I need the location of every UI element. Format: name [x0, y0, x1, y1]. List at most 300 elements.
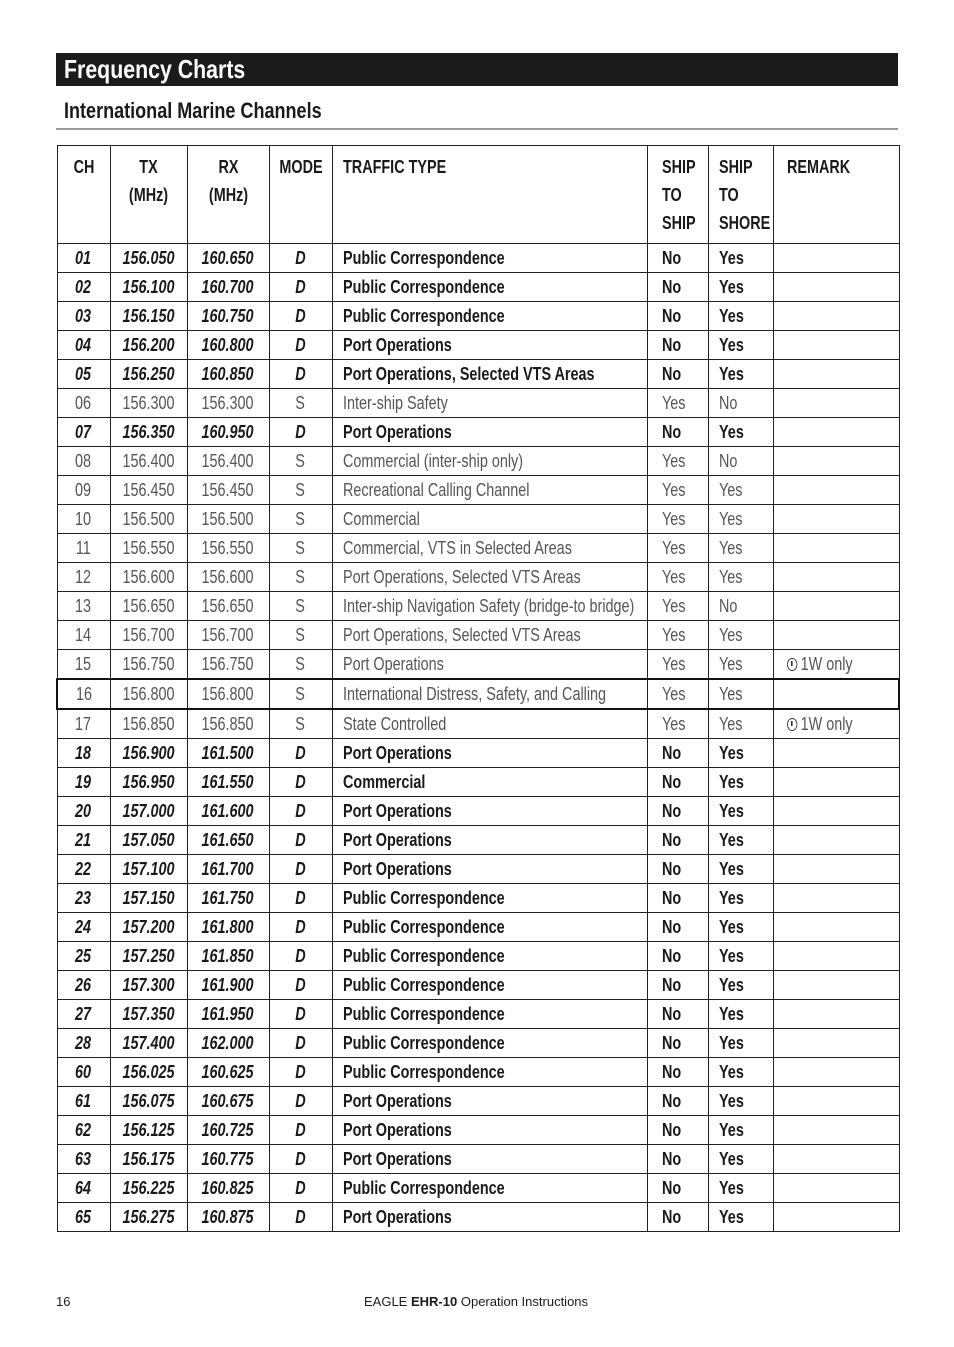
table-row — [57, 1203, 899, 1232]
cell-ch-text: 14 — [75, 624, 92, 645]
cell-remark — [773, 331, 899, 360]
cell-tx-text: 156.025 — [122, 1061, 175, 1082]
cell-ship-to-ship — [647, 534, 708, 563]
cell-ch — [57, 1000, 110, 1029]
cell-ch-text: 61 — [75, 1090, 92, 1111]
cell-tx-text: 156.700 — [122, 624, 175, 645]
cell-ship-to-shore — [708, 826, 773, 855]
power-notice-icon — [787, 718, 797, 731]
cell-ship-to-shore — [708, 389, 773, 418]
header-mode-line: MODE — [278, 157, 323, 177]
cell-ch — [57, 273, 110, 302]
cell-traffic-type-text: Port Operations — [342, 1090, 452, 1111]
cell-ship-to-shore — [708, 418, 773, 447]
cell-ch — [57, 971, 110, 1000]
cell-rx — [187, 797, 269, 826]
cell-ship-to-ship-text: No — [661, 1148, 681, 1169]
cell-traffic-type — [332, 273, 647, 302]
cell-mode-text: D — [295, 247, 306, 268]
cell-tx-text: 156.800 — [122, 683, 175, 704]
cell-mode — [269, 739, 332, 768]
cell-rx-text: 161.700 — [201, 858, 255, 879]
cell-tx-text: 156.600 — [122, 566, 175, 587]
cell-traffic-type — [332, 244, 647, 273]
cell-rx — [187, 768, 269, 797]
header-s2sh-text — [719, 153, 770, 237]
header-rx-line: RX — [217, 157, 238, 177]
cell-mode-text: D — [295, 1003, 306, 1024]
header-ch-line: CH — [73, 157, 94, 177]
cell-remark — [773, 1029, 899, 1058]
cell-tx-text: 156.500 — [122, 508, 175, 529]
cell-mode-text: S — [295, 713, 306, 734]
cell-traffic-type — [332, 1174, 647, 1203]
cell-tx — [110, 1029, 187, 1058]
cell-ship-to-ship-text: No — [661, 334, 681, 355]
cell-ch-text: 05 — [75, 363, 92, 384]
cell-ch-text: 04 — [75, 334, 92, 355]
cell-traffic-type — [332, 1116, 647, 1145]
cell-ship-to-ship — [647, 1058, 708, 1087]
cell-tx — [110, 244, 187, 273]
cell-traffic-type-text: Recreational Calling Channel — [342, 479, 530, 500]
cell-traffic-type — [332, 360, 647, 389]
cell-mode-text: S — [295, 566, 306, 587]
cell-ship-to-ship — [647, 331, 708, 360]
cell-tx — [110, 418, 187, 447]
cell-mode — [269, 768, 332, 797]
cell-rx-text: 156.800 — [201, 683, 255, 704]
cell-tx — [110, 1000, 187, 1029]
cell-traffic-type — [332, 1000, 647, 1029]
cell-tx — [110, 884, 187, 913]
cell-ch — [57, 1116, 110, 1145]
cell-ship-to-ship-text: No — [661, 1032, 681, 1053]
cell-ship-to-shore-text: Yes — [718, 858, 744, 879]
cell-ship-to-ship — [647, 505, 708, 534]
table-row — [57, 739, 899, 768]
remark-content — [787, 714, 853, 735]
cell-tx — [110, 709, 187, 739]
table-row — [57, 971, 899, 1000]
cell-mode — [269, 855, 332, 884]
cell-rx — [187, 739, 269, 768]
cell-rx-text: 161.650 — [201, 829, 255, 850]
cell-rx-text: 160.650 — [201, 247, 255, 268]
section-title-bar — [56, 53, 898, 86]
cell-traffic-type-text: Port Operations — [342, 800, 452, 821]
cell-ch-text: 15 — [75, 653, 92, 674]
cell-rx — [187, 1087, 269, 1116]
header-ch — [57, 146, 110, 244]
cell-ch-text: 63 — [75, 1148, 92, 1169]
cell-tx — [110, 592, 187, 621]
cell-ch-text: 10 — [75, 508, 92, 529]
cell-mode — [269, 302, 332, 331]
cell-remark — [773, 971, 899, 1000]
cell-mode — [269, 1058, 332, 1087]
cell-rx — [187, 913, 269, 942]
cell-ship-to-ship — [647, 709, 708, 739]
header-rx — [187, 146, 269, 244]
header-tx-text — [129, 153, 168, 209]
cell-ch-text: 18 — [75, 742, 92, 763]
cell-traffic-type-text: Public Correspondence — [342, 305, 505, 326]
cell-mode-text: D — [295, 887, 306, 908]
cell-tx-text: 156.900 — [122, 742, 175, 763]
cell-ch-text: 26 — [75, 974, 92, 995]
cell-tx-text: 156.850 — [122, 713, 175, 734]
cell-ship-to-ship — [647, 1000, 708, 1029]
cell-rx — [187, 884, 269, 913]
cell-traffic-type — [332, 855, 647, 884]
cell-traffic-type-text: Port Operations — [342, 334, 452, 355]
cell-mode-text: D — [295, 421, 306, 442]
cell-traffic-type-text: Port Operations — [342, 829, 452, 850]
cell-ch-text: 23 — [75, 887, 92, 908]
cell-ship-to-ship — [647, 913, 708, 942]
cell-rx-text: 156.300 — [201, 392, 255, 413]
cell-ship-to-shore — [708, 331, 773, 360]
cell-ship-to-shore-text: Yes — [718, 1119, 744, 1140]
cell-mode-text: D — [295, 1032, 306, 1053]
cell-ship-to-ship-text: No — [661, 887, 681, 908]
cell-ship-to-shore-text: Yes — [718, 537, 742, 558]
cell-mode-text: D — [295, 334, 306, 355]
cell-ship-to-ship-text: No — [661, 305, 681, 326]
cell-tx — [110, 797, 187, 826]
cell-ch-text: 22 — [75, 858, 92, 879]
cell-ship-to-ship-text: Yes — [661, 595, 685, 616]
table-row — [57, 389, 899, 418]
cell-ch — [57, 592, 110, 621]
cell-ship-to-ship-text: Yes — [661, 392, 685, 413]
table-row — [57, 826, 899, 855]
cell-rx-text: 161.950 — [201, 1003, 255, 1024]
cell-mode — [269, 709, 332, 739]
cell-tx — [110, 447, 187, 476]
cell-mode-text: S — [295, 624, 306, 645]
cell-ch — [57, 360, 110, 389]
power-notice-icon — [787, 658, 797, 671]
cell-remark — [773, 1058, 899, 1087]
cell-ship-to-ship-text: No — [661, 247, 681, 268]
cell-ship-to-ship-text: No — [661, 945, 681, 966]
cell-ship-to-shore — [708, 302, 773, 331]
page-number: 16 — [56, 1294, 71, 1309]
header-s2s-line1: SHIP — [661, 157, 696, 177]
cell-ship-to-ship — [647, 826, 708, 855]
cell-traffic-type — [332, 971, 647, 1000]
cell-tx-text: 156.050 — [122, 247, 175, 268]
cell-ship-to-shore — [708, 621, 773, 650]
cell-remark — [773, 1000, 899, 1029]
cell-tx-text: 156.350 — [122, 421, 175, 442]
cell-ch — [57, 797, 110, 826]
cell-ship-to-shore — [708, 1203, 773, 1232]
cell-traffic-type — [332, 1087, 647, 1116]
cell-tx-text: 157.100 — [122, 858, 175, 879]
cell-ship-to-ship — [647, 563, 708, 592]
cell-ch-text: 64 — [75, 1177, 92, 1198]
cell-rx-text: 161.550 — [201, 771, 255, 792]
header-remark-line: REMARK — [786, 157, 850, 177]
cell-ship-to-ship-text: Yes — [661, 479, 685, 500]
header-traffic-type — [332, 146, 647, 244]
cell-traffic-type — [332, 563, 647, 592]
cell-rx — [187, 534, 269, 563]
cell-tx-text: 156.175 — [122, 1148, 175, 1169]
cell-ch — [57, 389, 110, 418]
cell-traffic-type — [332, 1145, 647, 1174]
cell-rx — [187, 1145, 269, 1174]
cell-traffic-type — [332, 797, 647, 826]
cell-ship-to-ship-text: Yes — [661, 713, 685, 734]
cell-tx — [110, 1116, 187, 1145]
table-row — [57, 331, 899, 360]
cell-ship-to-ship-text: No — [661, 1090, 681, 1111]
cell-tx — [110, 1058, 187, 1087]
cell-traffic-type — [332, 884, 647, 913]
footer-brand: EAGLE — [364, 1294, 408, 1309]
header-s2sh-line3: SHORE — [718, 213, 770, 233]
cell-remark — [773, 389, 899, 418]
table-row — [57, 447, 899, 476]
cell-rx — [187, 679, 269, 709]
cell-ch-text: 02 — [75, 276, 92, 297]
cell-ship-to-shore-text: Yes — [718, 1061, 744, 1082]
footer-doc-title — [364, 1294, 588, 1309]
cell-ch-text: 65 — [75, 1206, 92, 1227]
cell-ship-to-ship-text: No — [661, 1119, 681, 1140]
cell-mode — [269, 1145, 332, 1174]
header-rx-unit: (MHz) — [208, 185, 248, 205]
cell-ship-to-ship — [647, 476, 708, 505]
cell-ch — [57, 1029, 110, 1058]
cell-ch-text: 08 — [75, 450, 92, 471]
cell-ship-to-ship-text: Yes — [661, 683, 685, 704]
cell-mode — [269, 971, 332, 1000]
cell-rx — [187, 273, 269, 302]
cell-mode-text: D — [295, 1177, 306, 1198]
cell-ship-to-shore-text: Yes — [718, 887, 744, 908]
cell-ch-text: 03 — [75, 305, 92, 326]
cell-rx — [187, 709, 269, 739]
cell-tx — [110, 563, 187, 592]
cell-ship-to-shore — [708, 709, 773, 739]
cell-ship-to-shore-text: Yes — [718, 1206, 744, 1227]
cell-rx-text: 160.875 — [201, 1206, 255, 1227]
cell-traffic-type — [332, 302, 647, 331]
table-row — [57, 650, 899, 680]
page-title: Frequency Charts — [64, 54, 246, 84]
cell-traffic-type-text: Public Correspondence — [342, 1003, 505, 1024]
cell-rx-text: 160.750 — [201, 305, 255, 326]
cell-ship-to-ship — [647, 447, 708, 476]
cell-mode-text: S — [295, 450, 306, 471]
cell-ship-to-ship-text: Yes — [661, 624, 685, 645]
cell-ship-to-shore — [708, 768, 773, 797]
cell-ship-to-shore-text: No — [718, 392, 737, 413]
cell-ship-to-ship — [647, 739, 708, 768]
cell-tx — [110, 1145, 187, 1174]
cell-mode-text: D — [295, 916, 306, 937]
cell-ship-to-shore-text: Yes — [718, 1148, 744, 1169]
cell-ch-text: 06 — [75, 392, 92, 413]
table-row — [57, 360, 899, 389]
cell-traffic-type — [332, 709, 647, 739]
cell-rx-text: 156.750 — [201, 653, 255, 674]
cell-mode — [269, 592, 332, 621]
cell-remark — [773, 739, 899, 768]
cell-tx — [110, 534, 187, 563]
cell-ch-text: 01 — [75, 247, 92, 268]
cell-mode — [269, 621, 332, 650]
table-row — [57, 563, 899, 592]
cell-ch — [57, 709, 110, 739]
cell-ship-to-shore — [708, 1145, 773, 1174]
cell-ch-text: 27 — [75, 1003, 92, 1024]
cell-ch — [57, 855, 110, 884]
cell-mode — [269, 476, 332, 505]
cell-remark — [773, 476, 899, 505]
cell-ship-to-ship-text: No — [661, 1061, 681, 1082]
cell-remark — [773, 302, 899, 331]
cell-mode — [269, 797, 332, 826]
cell-ship-to-shore-text: Yes — [718, 508, 742, 529]
cell-rx — [187, 302, 269, 331]
cell-mode — [269, 650, 332, 680]
cell-mode — [269, 679, 332, 709]
cell-remark — [773, 679, 899, 709]
cell-rx — [187, 1174, 269, 1203]
cell-tx — [110, 273, 187, 302]
cell-ch — [57, 621, 110, 650]
cell-mode-text: S — [295, 683, 306, 704]
cell-traffic-type — [332, 331, 647, 360]
cell-traffic-type-text: Inter-ship Navigation Safety (bridge-to bridge) — [342, 595, 634, 616]
cell-ship-to-shore — [708, 273, 773, 302]
cell-rx-text: 161.850 — [201, 945, 255, 966]
cell-rx — [187, 1058, 269, 1087]
cell-ship-to-shore-text: Yes — [718, 1032, 744, 1053]
header-rx-text — [208, 153, 247, 209]
cell-ship-to-ship-text: No — [661, 974, 681, 995]
cell-tx-text: 156.200 — [122, 334, 175, 355]
cell-remark — [773, 592, 899, 621]
cell-rx-text: 156.700 — [201, 624, 255, 645]
cell-traffic-type-text: Port Operations — [342, 1148, 452, 1169]
header-s2s-line3: SHIP — [661, 213, 696, 233]
cell-mode-text: D — [295, 974, 306, 995]
cell-traffic-type-text: Public Correspondence — [342, 1177, 505, 1198]
cell-mode-text: S — [295, 479, 306, 500]
table-row — [57, 418, 899, 447]
cell-ch — [57, 244, 110, 273]
cell-ch — [57, 739, 110, 768]
table-row — [57, 592, 899, 621]
cell-ch — [57, 505, 110, 534]
cell-ch — [57, 1058, 110, 1087]
cell-rx — [187, 621, 269, 650]
frequency-table — [56, 145, 900, 1232]
cell-remark — [773, 447, 899, 476]
cell-mode — [269, 826, 332, 855]
cell-ship-to-shore-text: Yes — [718, 479, 742, 500]
footer-model: EHR-10 — [410, 1294, 458, 1309]
cell-traffic-type — [332, 1029, 647, 1058]
cell-ship-to-ship-text: No — [661, 1206, 681, 1227]
cell-ship-to-shore — [708, 534, 773, 563]
cell-traffic-type — [332, 1058, 647, 1087]
table-row — [57, 1116, 899, 1145]
cell-remark — [773, 1203, 899, 1232]
cell-traffic-type-text: Commercial — [342, 771, 425, 792]
cell-remark — [773, 534, 899, 563]
cell-ship-to-ship-text: No — [661, 1003, 681, 1024]
cell-rx — [187, 360, 269, 389]
cell-tx — [110, 942, 187, 971]
cell-ch — [57, 447, 110, 476]
table-row — [57, 768, 899, 797]
cell-rx — [187, 855, 269, 884]
cell-tx — [110, 1203, 187, 1232]
cell-ship-to-shore-text: Yes — [718, 566, 742, 587]
cell-remark — [773, 1174, 899, 1203]
cell-ship-to-ship-text: No — [661, 916, 681, 937]
table-row — [57, 942, 899, 971]
cell-ch — [57, 331, 110, 360]
cell-ship-to-shore — [708, 1058, 773, 1087]
cell-traffic-type-text: Public Correspondence — [342, 887, 505, 908]
cell-rx — [187, 389, 269, 418]
table-row — [57, 679, 899, 709]
cell-mode — [269, 913, 332, 942]
cell-traffic-type — [332, 418, 647, 447]
cell-remark — [773, 273, 899, 302]
header-s2sh-line1: SHIP — [718, 157, 753, 177]
cell-traffic-type-text: Inter-ship Safety — [342, 392, 448, 413]
cell-ship-to-ship — [647, 592, 708, 621]
cell-ship-to-ship-text: No — [661, 858, 681, 879]
cell-remark — [773, 884, 899, 913]
cell-ship-to-shore-text: Yes — [718, 742, 744, 763]
cell-rx — [187, 505, 269, 534]
cell-remark — [773, 797, 899, 826]
cell-ch — [57, 1203, 110, 1232]
table-row — [57, 621, 899, 650]
cell-tx-text: 157.400 — [122, 1032, 175, 1053]
table-row — [57, 534, 899, 563]
cell-tx-text: 156.275 — [122, 1206, 175, 1227]
cell-mode-text: S — [295, 653, 306, 674]
cell-mode — [269, 331, 332, 360]
cell-rx-text: 162.000 — [201, 1032, 255, 1053]
cell-tx-text: 156.300 — [122, 392, 175, 413]
cell-ship-to-shore-text: Yes — [718, 624, 742, 645]
table-row — [57, 505, 899, 534]
cell-tx-text: 156.075 — [122, 1090, 175, 1111]
cell-mode-text: D — [295, 800, 306, 821]
cell-ch — [57, 884, 110, 913]
table-row — [57, 855, 899, 884]
cell-traffic-type-text: International Distress, Safety, and Calling — [342, 683, 606, 704]
cell-remark — [773, 709, 899, 739]
cell-rx-text: 160.825 — [201, 1177, 255, 1198]
cell-ship-to-shore-text: Yes — [718, 421, 744, 442]
cell-ch-text: 13 — [75, 595, 92, 616]
cell-rx-text: 156.550 — [201, 537, 255, 558]
